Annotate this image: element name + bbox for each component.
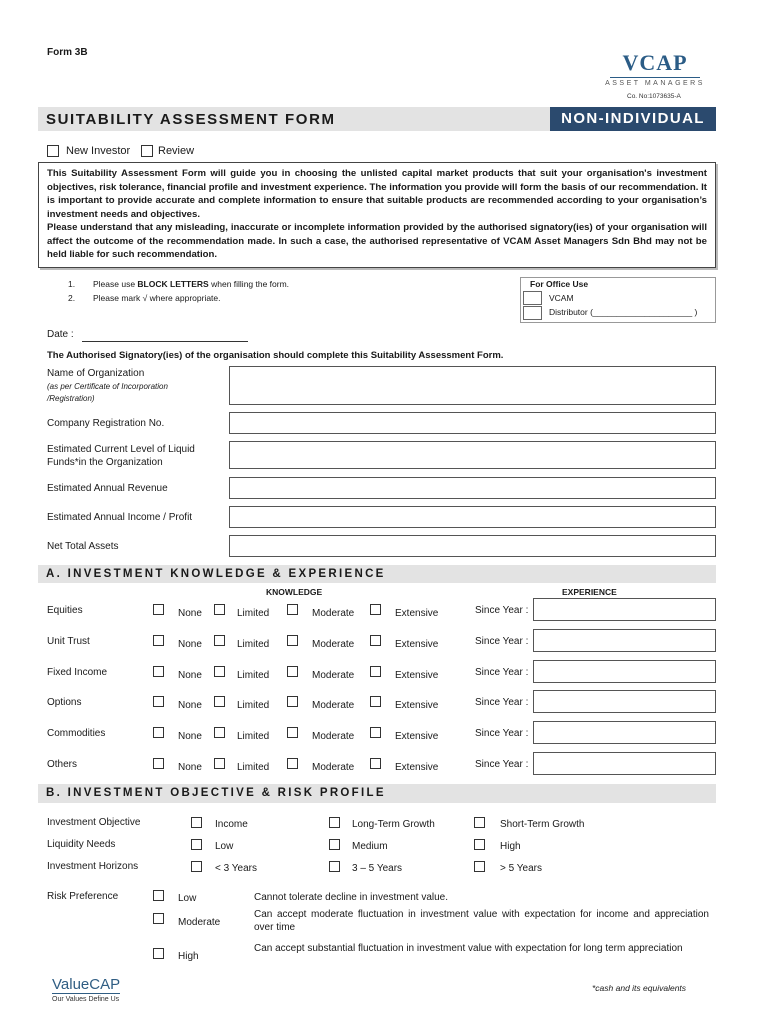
net-assets-input[interactable]	[229, 535, 716, 557]
knowledge-extensive-checkbox[interactable]	[370, 758, 381, 769]
horizon-long-checkbox[interactable]	[474, 861, 485, 872]
section-b-title: B. INVESTMENT OBJECTIVE & RISK PROFILE	[46, 787, 386, 799]
knowledge-level-label: None	[178, 700, 202, 711]
office-distributor-checkbox[interactable]	[523, 306, 542, 320]
liquid-funds-input[interactable]	[229, 441, 716, 469]
risk-low-label: Low	[178, 893, 197, 904]
date-label: Date :	[47, 329, 74, 340]
experience-year-input[interactable]	[533, 660, 716, 683]
intro-paragraph-2: Please understand that any misleading, inaccurate or incomplete information provided by the authorised signatory(ies) of your organisation will affect the outcome of the recommendation made. In such a case, the authorised representative of VCAM Asset Managers Sdn Bhd may not be held liable for such recommendation.	[47, 222, 707, 260]
horizon-short-checkbox[interactable]	[191, 861, 202, 872]
liquidity-low-checkbox[interactable]	[191, 839, 202, 850]
knowledge-level-label: None	[178, 670, 202, 681]
horizon-mid-checkbox[interactable]	[329, 861, 340, 872]
since-year-label: Since Year :	[475, 667, 529, 678]
asset-row-label: Options	[47, 697, 82, 708]
page-title: SUITABILITY ASSESSMENT FORM	[46, 111, 336, 128]
annual-revenue-input[interactable]	[229, 477, 716, 499]
knowledge-level-label: Moderate	[312, 700, 355, 711]
knowledge-level-label: Extensive	[395, 639, 439, 650]
knowledge-limited-checkbox[interactable]	[214, 696, 225, 707]
office-vcam-checkbox[interactable]	[523, 291, 542, 305]
knowledge-level-label: Extensive	[395, 762, 439, 773]
knowledge-extensive-checkbox[interactable]	[370, 666, 381, 677]
form-code: Form 3B	[47, 47, 88, 58]
new-investor-checkbox[interactable]	[47, 145, 59, 157]
liquidity-low-label: Low	[215, 841, 234, 852]
risk-moderate-checkbox[interactable]	[153, 913, 164, 924]
company-number: Co. No:1073635-A	[627, 93, 681, 100]
knowledge-limited-checkbox[interactable]	[214, 666, 225, 677]
knowledge-level-label: Moderate	[312, 639, 355, 650]
experience-year-input[interactable]	[533, 721, 716, 744]
office-vcam-label: VCAM	[549, 293, 574, 303]
experience-year-input[interactable]	[533, 752, 716, 775]
office-distributor-label: Distributor (_____________________ )	[549, 307, 698, 317]
instruction-1: Please use BLOCK LETTERS when filling the form.	[93, 279, 290, 289]
knowledge-moderate-checkbox[interactable]	[287, 635, 298, 646]
experience-header: EXPERIENCE	[562, 587, 617, 597]
risk-high-checkbox[interactable]	[153, 948, 164, 959]
knowledge-level-label: Limited	[237, 608, 270, 619]
vcap-logo	[600, 51, 710, 87]
knowledge-none-checkbox[interactable]	[153, 727, 164, 738]
asset-row-label: Fixed Income	[47, 667, 108, 678]
review-checkbox[interactable]	[141, 145, 153, 157]
objective-income-label: Income	[215, 819, 248, 830]
org-name-hint-1: (as per Certificate of Incorporation	[47, 382, 168, 391]
knowledge-level-label: Limited	[237, 639, 270, 650]
risk-low-checkbox[interactable]	[153, 890, 164, 901]
risk-high-desc: Can accept substantial fluctuation in investment value with expectation for long term appreciation	[254, 943, 683, 954]
horizon-label: Investment Horizons	[47, 861, 139, 872]
liquidity-label: Liquidity Needs	[47, 839, 116, 850]
experience-year-input[interactable]	[533, 598, 716, 621]
section-a-title: A. INVESTMENT KNOWLEDGE & EXPERIENCE	[46, 568, 386, 580]
experience-year-input[interactable]	[533, 629, 716, 652]
objective-label: Investment Objective	[47, 817, 141, 828]
knowledge-extensive-checkbox[interactable]	[370, 727, 381, 738]
risk-moderate-desc: Can accept moderate fluctuation in investment value with expectation for income and appreciation over time	[254, 909, 709, 933]
asset-row-label: Equities	[47, 605, 83, 616]
knowledge-level-label: None	[178, 608, 202, 619]
footer-brand-rule	[52, 993, 120, 994]
since-year-label: Since Year :	[475, 636, 529, 647]
horizon-long-label: > 5 Years	[500, 863, 542, 874]
since-year-label: Since Year :	[475, 728, 529, 739]
office-use-title: For Office Use	[530, 279, 589, 289]
objective-income-checkbox[interactable]	[191, 817, 202, 828]
since-year-label: Since Year :	[475, 697, 529, 708]
annual-income-input[interactable]	[229, 506, 716, 528]
knowledge-level-label: Extensive	[395, 700, 439, 711]
knowledge-moderate-checkbox[interactable]	[287, 604, 298, 615]
intro-paragraph-1: This Suitability Assessment Form will guide you in choosing the unlisted capital market products that suit your organisation's investment objectives, risk tolerance, financial profile and investment experience. The information you provide will form the basis of our recommendation. It is important to provide accurate and complete information to ensure that suitable products are recommended according to your organisation’s investment needs and objectives.	[47, 168, 707, 220]
liquidity-high-checkbox[interactable]	[474, 839, 485, 850]
knowledge-moderate-checkbox[interactable]	[287, 727, 298, 738]
liquidity-medium-checkbox[interactable]	[329, 839, 340, 850]
objective-short-term-label: Short-Term Growth	[500, 819, 585, 830]
knowledge-level-label: None	[178, 639, 202, 650]
logo-name: VCAP	[622, 50, 688, 75]
instruction-2-number: 2.	[68, 293, 76, 303]
knowledge-limited-checkbox[interactable]	[214, 604, 225, 615]
net-assets-label: Net Total Assets	[47, 541, 119, 552]
knowledge-level-label: Moderate	[312, 731, 355, 742]
knowledge-level-label: Limited	[237, 700, 270, 711]
risk-low-desc: Cannot tolerate decline in investment value.	[254, 892, 449, 903]
since-year-label: Since Year :	[475, 759, 529, 770]
knowledge-none-checkbox[interactable]	[153, 635, 164, 646]
new-investor-label: New Investor	[66, 145, 131, 157]
risk-high-label: High	[178, 951, 199, 962]
knowledge-none-checkbox[interactable]	[153, 758, 164, 769]
signatory-note: The Authorised Signatory(ies) of the organisation should complete this Suitability Assessment Form.	[47, 350, 504, 361]
horizon-mid-label: 3 – 5 Years	[352, 863, 403, 874]
horizon-short-label: < 3 Years	[215, 863, 257, 874]
instruction-2: Please mark √ where appropriate.	[93, 293, 221, 303]
asset-row-label: Commodities	[47, 728, 106, 739]
knowledge-header: KNOWLEDGE	[266, 587, 323, 597]
org-name-hint-2: /Registration)	[47, 394, 95, 403]
knowledge-level-label: None	[178, 731, 202, 742]
footer-brand: ValueCAP	[52, 976, 121, 993]
experience-year-input[interactable]	[533, 690, 716, 713]
review-label: Review	[158, 145, 195, 157]
logo-sub: ASSET MANAGERS	[605, 80, 705, 87]
reg-no-input[interactable]	[229, 412, 716, 434]
instruction-1-number: 1.	[68, 279, 76, 289]
non-individual-badge: NON-INDIVIDUAL	[550, 107, 716, 131]
liquid-funds-label-2: Funds*in the Organization	[47, 457, 163, 468]
liquidity-high-label: High	[500, 841, 521, 852]
knowledge-limited-checkbox[interactable]	[214, 727, 225, 738]
since-year-label: Since Year :	[475, 605, 529, 616]
knowledge-extensive-checkbox[interactable]	[370, 635, 381, 646]
knowledge-none-checkbox[interactable]	[153, 666, 164, 677]
footer-tagline: Our Values Define Us	[52, 996, 120, 1003]
knowledge-level-label: Limited	[237, 762, 270, 773]
knowledge-moderate-checkbox[interactable]	[287, 666, 298, 677]
knowledge-level-label: Moderate	[312, 608, 355, 619]
knowledge-moderate-checkbox[interactable]	[287, 696, 298, 707]
objective-long-term-checkbox[interactable]	[329, 817, 340, 828]
liquid-funds-label-1: Estimated Current Level of Liquid	[47, 444, 195, 455]
knowledge-none-checkbox[interactable]	[153, 604, 164, 615]
annual-revenue-label: Estimated Annual Revenue	[47, 483, 168, 494]
knowledge-extensive-checkbox[interactable]	[370, 696, 381, 707]
knowledge-moderate-checkbox[interactable]	[287, 758, 298, 769]
knowledge-level-label: Extensive	[395, 608, 439, 619]
knowledge-level-label: Limited	[237, 670, 270, 681]
risk-preference-label: Risk Preference	[47, 891, 119, 902]
annual-income-label: Estimated Annual Income / Profit	[47, 512, 193, 523]
knowledge-level-label: Extensive	[395, 670, 439, 681]
knowledge-none-checkbox[interactable]	[153, 696, 164, 707]
knowledge-level-label: None	[178, 762, 202, 773]
asset-row-label: Others	[47, 759, 78, 770]
objective-long-term-label: Long-Term Growth	[352, 819, 435, 830]
intro-box	[38, 162, 716, 268]
objective-short-term-checkbox[interactable]	[474, 817, 485, 828]
liquidity-medium-label: Medium	[352, 841, 388, 852]
date-line[interactable]	[82, 341, 248, 342]
knowledge-extensive-checkbox[interactable]	[370, 604, 381, 615]
knowledge-level-label: Moderate	[312, 762, 355, 773]
knowledge-level-label: Moderate	[312, 670, 355, 681]
reg-no-label: Company Registration No.	[47, 418, 165, 429]
knowledge-level-label: Extensive	[395, 731, 439, 742]
risk-moderate-label: Moderate	[178, 917, 221, 928]
knowledge-limited-checkbox[interactable]	[214, 758, 225, 769]
knowledge-level-label: Limited	[237, 731, 270, 742]
knowledge-limited-checkbox[interactable]	[214, 635, 225, 646]
org-name-label: Name of Organization	[47, 368, 145, 379]
footnote: *cash and its equivalents	[592, 983, 687, 993]
org-name-input[interactable]	[229, 366, 716, 405]
asset-row-label: Unit Trust	[47, 636, 90, 647]
